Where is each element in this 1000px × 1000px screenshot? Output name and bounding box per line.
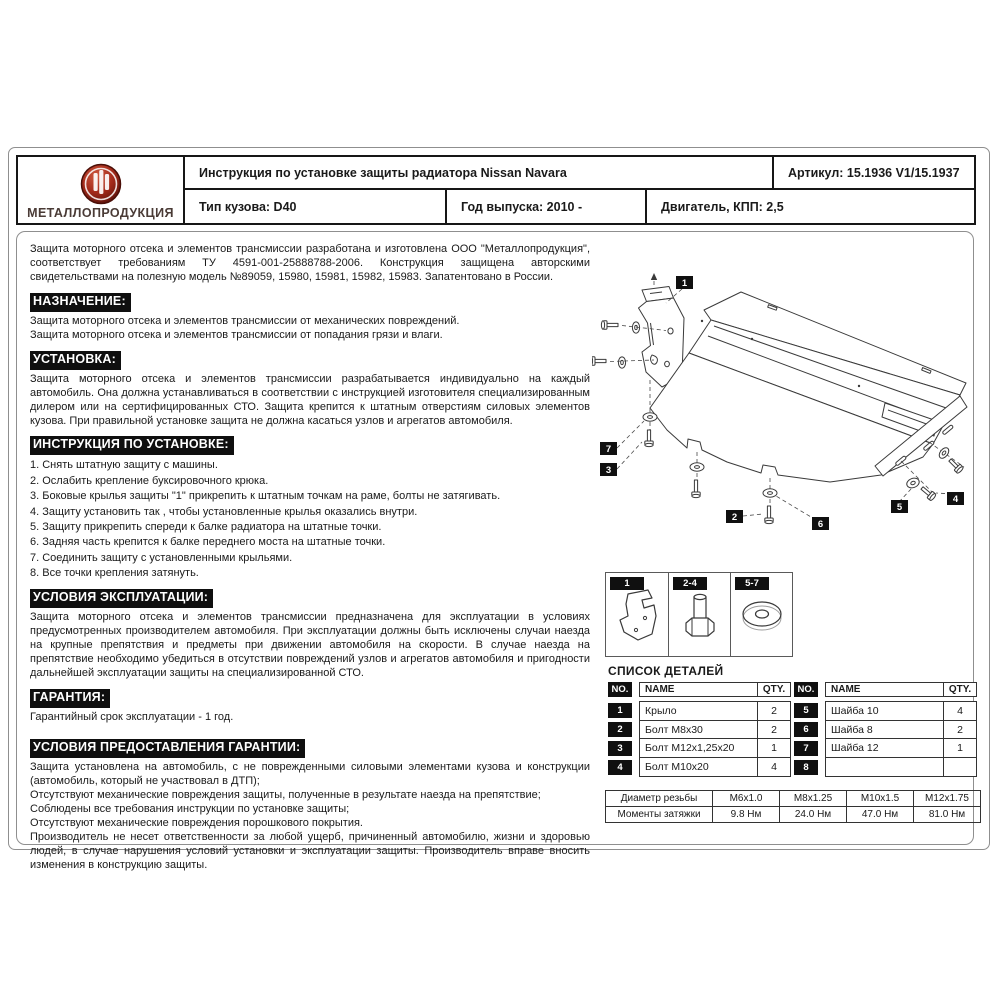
parts-list-title: СПИСОК ДЕТАЛЕЙ bbox=[608, 664, 724, 678]
bolt bbox=[592, 357, 606, 365]
part-name: Болт М10х20 bbox=[645, 761, 709, 774]
column-header-name: NAME bbox=[645, 684, 675, 695]
part-name: Болт М12х1,25х20 bbox=[645, 742, 735, 755]
warranty-term: Отсутствуют механические повреждения защиты, полученные в результате наезда на препятствие; bbox=[30, 788, 541, 801]
warranty-term: Отсутствуют механические повреждения порошкового покрытия. bbox=[30, 816, 363, 829]
header-right bbox=[185, 157, 974, 223]
torque-value: 24.0 Нм bbox=[780, 807, 847, 823]
warranty-heading: ГАРАНТИЯ: bbox=[30, 689, 110, 708]
part-number: 3 bbox=[608, 741, 632, 756]
warranty-terms-heading: УСЛОВИЯ ПРЕДОСТАВЛЕНИЯ ГАРАНТИИ: bbox=[30, 739, 305, 758]
part-name: Крыло bbox=[645, 704, 677, 717]
instruction-step: 8. Все точки крепления затянуть. bbox=[30, 567, 199, 580]
thread-diameter: M10x1.5 bbox=[847, 791, 914, 807]
intro-paragraph: Защита моторного отсека и элементов трансмиссии разработана и изготовлена ООО "Металлопродукция", соответствует требованиям ТУ 4591-001-25888788-2006. Конструкция защищена авторскими свидетельствами на полезную модель №89059, 15980, 15981, 15982, 15983. Запатентовано в России. bbox=[30, 243, 590, 283]
part-name: Шайба 10 bbox=[831, 704, 879, 717]
part-number: 1 bbox=[608, 703, 632, 718]
bolt bbox=[645, 430, 653, 447]
bolt bbox=[765, 506, 773, 524]
arrow-up-icon bbox=[651, 273, 657, 280]
table-row bbox=[608, 738, 791, 758]
washer bbox=[937, 446, 950, 460]
part-qty: 2 bbox=[943, 721, 976, 739]
text-column bbox=[30, 243, 590, 873]
torque-row-label: Диаметр резьбы bbox=[606, 791, 713, 807]
svg-text:2: 2 bbox=[731, 512, 738, 523]
callout-7 bbox=[600, 442, 617, 455]
legend-tag: 1 bbox=[610, 577, 644, 590]
document-title: Инструкция по установке защиты радиатора Nissan Navara bbox=[185, 157, 774, 188]
svg-text:1: 1 bbox=[681, 278, 688, 289]
part-number: 5 bbox=[794, 703, 818, 718]
body-type: Тип кузова: D40 bbox=[185, 190, 447, 223]
legend-cell-wing bbox=[606, 573, 668, 656]
column-header-name: NAME bbox=[831, 684, 861, 695]
washer bbox=[690, 463, 704, 471]
table-row bbox=[794, 701, 977, 721]
legend-tag: 5-7 bbox=[735, 577, 769, 590]
washer bbox=[763, 489, 777, 497]
legend-cell-washer bbox=[730, 573, 792, 656]
exploded-view-diagram bbox=[592, 260, 984, 560]
table-row bbox=[794, 720, 977, 740]
instruction-step: 2. Ослабить крепление буксировочного крюка. bbox=[30, 474, 269, 487]
operating-heading: УСЛОВИЯ ЭКСПЛУАТАЦИИ: bbox=[30, 589, 213, 608]
purpose-line: Защита моторного отсека и элементов трансмиссии от механических повреждений. bbox=[30, 314, 460, 327]
washer bbox=[643, 413, 657, 421]
installation-heading: УСТАНОВКА: bbox=[30, 351, 121, 370]
parts-table-right bbox=[794, 682, 977, 777]
engine-info: Двигатель, КПП: 2,5 bbox=[661, 199, 784, 214]
purpose-heading: НАЗНАЧЕНИЕ: bbox=[30, 293, 131, 312]
parts-legend bbox=[605, 572, 793, 657]
table-row bbox=[794, 738, 977, 758]
part-qty: 4 bbox=[943, 702, 976, 720]
torque-value: 81.0 Нм bbox=[914, 807, 981, 823]
part-number: 6 bbox=[794, 722, 818, 737]
skid-plate bbox=[650, 292, 967, 482]
callout-5 bbox=[891, 500, 908, 513]
column-header-qty: QTY. bbox=[757, 683, 790, 696]
warranty-term: Защита установлена на автомобиль, с не поврежденными силовыми элементами кузова и конструкции (автомобиль, который не участвовал в ДТП); bbox=[30, 760, 590, 787]
warranty-line: Гарантийный срок эксплуатации - 1 год. bbox=[30, 711, 234, 724]
torque-table bbox=[605, 790, 981, 823]
svg-text:4: 4 bbox=[952, 494, 959, 505]
company-logo bbox=[18, 157, 185, 223]
thread-diameter: M6x1.0 bbox=[713, 791, 780, 807]
part-name: Болт М8х30 bbox=[645, 723, 703, 736]
part-number: 8 bbox=[794, 760, 818, 775]
part-qty: 1 bbox=[943, 739, 976, 757]
column-header-no: NO. bbox=[608, 682, 632, 697]
column-header-qty: QTY. bbox=[943, 683, 976, 696]
callout-1 bbox=[676, 276, 693, 289]
part-number: 7 bbox=[794, 741, 818, 756]
part-name: Шайба 8 bbox=[831, 723, 873, 736]
instruction-step: 7. Соединить защиту с установленными крыльями. bbox=[30, 551, 293, 564]
instruction-step: 5. Защиту прикрепить спереди к балке радиатора на штатные точки. bbox=[30, 520, 382, 533]
table-row bbox=[608, 701, 791, 721]
article-number: Артикул: 15.1936 V1/15.1937 bbox=[788, 165, 960, 180]
purpose-line: Защита моторного отсека и элементов трансмиссии от попадания грязи и влаги. bbox=[30, 328, 443, 341]
table-row bbox=[608, 757, 791, 777]
parts-table-left bbox=[608, 682, 791, 777]
operating-paragraph: Защита моторного отсека и элементов трансмиссии предназначена для эксплуатации в условиях предусмотренных производителем автомобиля. При эксплуатации должны быть исключены случаи наезда на крупные препятствия и предметы при движении автомобиля на скорости. В случае наезда на препятствие необходимо убедиться в отсутствии повреждений узлов и агрегатов автомобиля и пригодности дальнейшей эксплуатации защиты на специализированной СТО. bbox=[30, 611, 590, 680]
wing-bracket-icon bbox=[614, 586, 660, 644]
instruction-step: 1. Снять штатную защиту с машины. bbox=[30, 459, 218, 472]
part-qty bbox=[943, 758, 976, 776]
svg-text:5: 5 bbox=[896, 502, 903, 513]
torque-value: 9.8 Нм bbox=[713, 807, 780, 823]
part-qty: 2 bbox=[757, 702, 790, 720]
washer-icon bbox=[736, 595, 788, 635]
warranty-term: Производитель не несет ответственности за любой ущерб, причиненный автомобилю, жизни и здоровью людей, в случае нарушения условий установки и эксплуатации защиты. Производитель вправе вносить изменения в конструкцию защиты. bbox=[30, 830, 590, 871]
torque-row-label: Моменты затяжки bbox=[606, 807, 713, 823]
bolt bbox=[601, 321, 618, 329]
bolt bbox=[692, 480, 700, 498]
callout-2 bbox=[726, 510, 743, 523]
part-name: Шайба 12 bbox=[831, 742, 879, 755]
bolt-icon bbox=[682, 589, 718, 641]
instruction-step: 6. Задняя часть крепится к балке переднего моста на штатные точки. bbox=[30, 536, 386, 549]
bolt bbox=[919, 485, 936, 501]
svg-text:7: 7 bbox=[605, 444, 612, 455]
table-row bbox=[608, 720, 791, 740]
table-row bbox=[794, 757, 977, 777]
part-number: 2 bbox=[608, 722, 632, 737]
callout-3 bbox=[600, 463, 617, 476]
callout-6 bbox=[812, 517, 829, 530]
legend-tag: 2-4 bbox=[673, 577, 707, 590]
part-qty: 1 bbox=[757, 739, 790, 757]
company-name: МЕТАЛЛОПРОДУКЦИЯ bbox=[27, 205, 174, 220]
thread-diameter: M8x1.25 bbox=[780, 791, 847, 807]
instruction-step: 4. Защиту установить так , чтобы установленные крылья оказались внутри. bbox=[30, 505, 418, 518]
header-table bbox=[16, 155, 976, 225]
instruction-step: 3. Боковые крылья защиты "1" прикрепить к штатным точкам на раме, болты не затягивать. bbox=[30, 490, 501, 503]
installation-paragraph: Защита моторного отсека и элементов трансмиссии разрабатывается индивидуально на каждый автомобиль. Она должна устанавливаться в соответствии с инструкцией изготовителя специализированным дилером или на сертифицированных СТО. Защита крепится к штатным отверстиям силовых элементов кузова. При правильной установке защита не должна касаться узлов и агрегатов автомобиля. bbox=[30, 372, 590, 427]
company-logo-icon bbox=[79, 163, 123, 205]
part-qty: 4 bbox=[757, 758, 790, 776]
part-name bbox=[826, 758, 943, 776]
warranty-term: Соблюдены все требования инструкции по установке защиты; bbox=[30, 802, 350, 815]
svg-text:6: 6 bbox=[817, 519, 824, 530]
torque-value: 47.0 Нм bbox=[847, 807, 914, 823]
column-header-no: NO. bbox=[794, 682, 818, 697]
washer bbox=[618, 357, 625, 368]
thread-diameter: M12x1.75 bbox=[914, 791, 981, 807]
callout-4 bbox=[947, 492, 964, 505]
bolt bbox=[947, 457, 964, 474]
legend-cell-bolt bbox=[668, 573, 730, 656]
svg-text:3: 3 bbox=[605, 465, 612, 476]
instructions-heading: ИНСТРУКЦИЯ ПО УСТАНОВКЕ: bbox=[30, 436, 234, 455]
part-number: 4 bbox=[608, 760, 632, 775]
production-year: Год выпуска: 2010 - bbox=[447, 190, 647, 223]
part-qty: 2 bbox=[757, 721, 790, 739]
